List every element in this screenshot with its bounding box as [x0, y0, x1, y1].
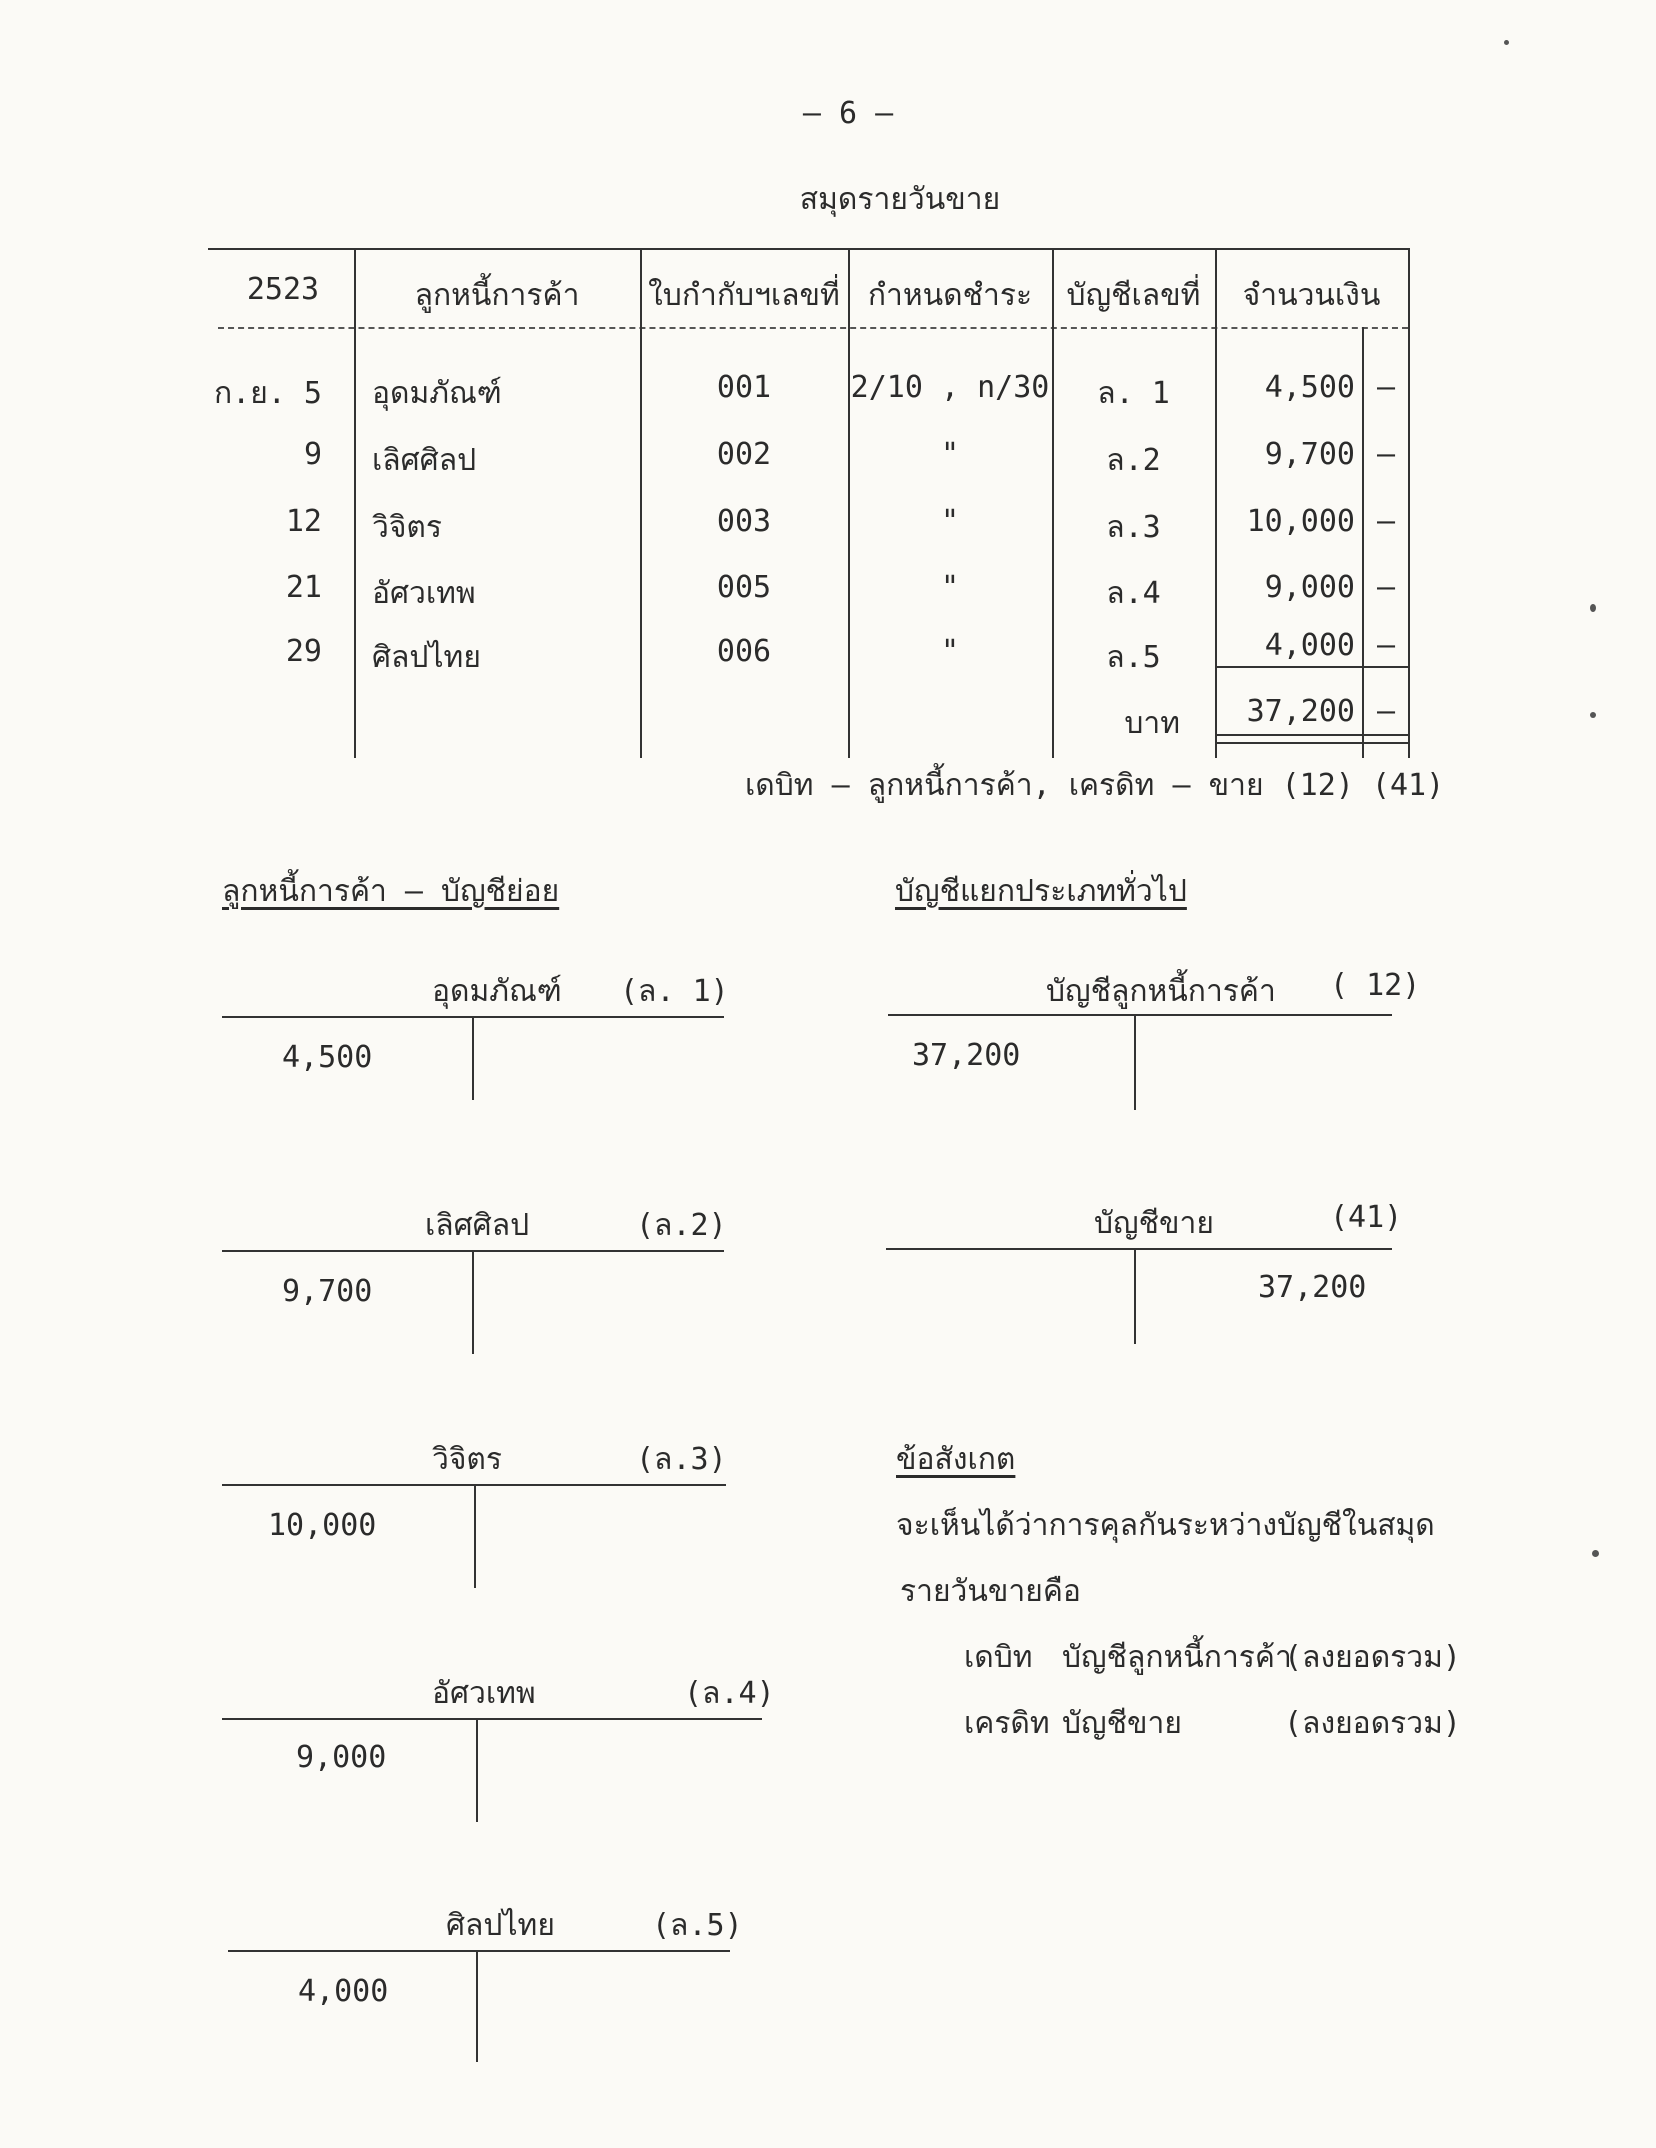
row-debtor: อัศวเทพ [372, 576, 476, 611]
notes-credit-note: (ลงยอดรวม) [1284, 1706, 1461, 1741]
notes-credit-label: เครดิท [964, 1706, 1050, 1741]
t-account-name: บัญชีขาย [1094, 1206, 1214, 1241]
scan-speck [1504, 40, 1509, 45]
general-ledger-heading: บัญชีแยกประเภททั่วไป [895, 874, 1187, 909]
t-account-ref: (ล.4) [684, 1676, 775, 1711]
row-date: 29 [285, 634, 322, 669]
row-date: 9 [303, 437, 322, 472]
table-header-rule [218, 327, 1408, 329]
table-top-rule [208, 248, 1408, 250]
page-number: – 6 – [802, 96, 894, 131]
row-dash: – [1376, 437, 1396, 472]
posting-note: เดบิท – ลูกหนี้การค้า, เครดิท – ขาย (12) (41) [745, 768, 1445, 803]
header-invoice: ใบกำกับฯเลขที่ [648, 278, 840, 313]
subledger-heading: ลูกหนี้การค้า – บัญชีย่อย [222, 874, 560, 909]
row-amount: 10,000 [1246, 504, 1355, 539]
table-col-divider [1052, 248, 1054, 758]
t-account-debit: 4,000 [298, 1974, 389, 2009]
t-account-ref: (ล.2) [636, 1208, 727, 1243]
t-account-name: อัศวเทพ [432, 1676, 536, 1711]
row-date: 12 [285, 504, 322, 539]
t-account-name: บัญชีลูกหนี้การค้า [1046, 974, 1276, 1009]
header-year: 2523 [246, 272, 320, 307]
t-account-divider [474, 1484, 476, 1588]
total-amount: 37,200 [1246, 694, 1355, 729]
row-account: ล.5 [1106, 640, 1161, 675]
t-account-divider [472, 1250, 474, 1354]
t-account-rule [228, 1950, 730, 1952]
notes-heading: ข้อสังเกต [896, 1442, 1016, 1477]
row-account: ล.4 [1106, 576, 1161, 611]
row-terms: " [940, 437, 960, 472]
t-account-ref: (ล. 1) [620, 974, 729, 1009]
notes-line-1: จะเห็นได้ว่าการคุลกันระหว่างบัญชีในสมุด [896, 1508, 1435, 1543]
row-terms: 2/10 , n/30 [850, 370, 1050, 405]
row-invoice: 006 [716, 634, 772, 669]
row-account: ล.3 [1106, 510, 1161, 545]
row-debtor: ศิลปไทย [372, 640, 481, 675]
table-col-divider [640, 248, 642, 758]
t-account-debit: 9,000 [296, 1740, 387, 1775]
header-amount: จำนวนเงิน [1242, 278, 1381, 313]
table-col-divider [848, 248, 850, 758]
notes-line-2: รายวันขายคือ [900, 1574, 1081, 1609]
t-account-divider [1134, 1014, 1136, 1110]
t-account-debit: 4,500 [282, 1040, 373, 1075]
row-date: ก.ย. 5 [214, 376, 322, 411]
row-invoice: 005 [716, 570, 772, 605]
t-account-rule [886, 1248, 1392, 1250]
row-dash: – [1376, 370, 1396, 405]
row-invoice: 001 [716, 370, 772, 405]
t-account-divider [1134, 1248, 1136, 1344]
t-account-ref: (41) [1330, 1200, 1403, 1235]
notes-credit-account: บัญชีขาย [1062, 1706, 1182, 1741]
t-account-name: เลิศศิลป [425, 1208, 530, 1243]
row-invoice: 003 [716, 504, 772, 539]
row-terms: " [940, 634, 960, 669]
table-col-divider [1408, 248, 1410, 758]
row-date: 21 [285, 570, 322, 605]
t-account-debit: 37,200 [912, 1038, 1021, 1073]
total-rule [1215, 666, 1408, 668]
header-debtor: ลูกหนี้การค้า [414, 278, 580, 313]
t-account-ref: (ล.3) [636, 1442, 727, 1477]
t-account-name: วิจิตร [432, 1442, 503, 1477]
row-debtor: วิจิตร [372, 510, 443, 545]
row-account: ล. 1 [1097, 376, 1170, 411]
row-terms: " [940, 504, 960, 539]
t-account-divider [472, 1016, 474, 1100]
t-account-credit: 37,200 [1258, 1270, 1367, 1305]
scan-speck [1590, 604, 1596, 612]
scan-speck [1590, 712, 1596, 718]
total-dash: – [1376, 694, 1396, 729]
t-account-debit: 9,700 [282, 1274, 373, 1309]
row-invoice: 002 [716, 437, 772, 472]
row-amount: 9,000 [1264, 570, 1355, 605]
t-account-name: ศิลปไทย [446, 1908, 555, 1943]
t-account-rule [888, 1014, 1392, 1016]
table-col-divider [354, 248, 356, 758]
table-col-divider [1215, 248, 1217, 758]
header-account: บัญชีเลขที่ [1066, 278, 1201, 313]
journal-title: สมุดรายวันขาย [799, 182, 1001, 217]
t-account-ref: ( 12) [1330, 968, 1421, 1003]
header-terms: กำหนดชำระ [867, 278, 1033, 313]
notes-debit-account: บัญชีลูกหนี้การค้า [1062, 1640, 1292, 1675]
double-rule [1215, 734, 1408, 736]
notes-debit-label: เดบิท [964, 1640, 1033, 1675]
row-amount: 4,500 [1264, 370, 1355, 405]
row-dash: – [1376, 628, 1396, 663]
t-account-divider [476, 1718, 478, 1822]
total-label: บาท [1124, 706, 1180, 741]
row-amount: 9,700 [1264, 437, 1355, 472]
row-debtor: อุดมภัณฑ์ [372, 376, 502, 411]
scan-speck [1592, 1550, 1599, 1557]
t-account-rule [222, 1718, 762, 1720]
notes-debit-note: (ลงยอดรวม) [1284, 1640, 1461, 1675]
row-dash: – [1376, 570, 1396, 605]
t-account-divider [476, 1950, 478, 2062]
t-account-ref: (ล.5) [652, 1908, 743, 1943]
row-account: ล.2 [1106, 443, 1161, 478]
double-rule [1215, 742, 1408, 744]
row-terms: " [940, 570, 960, 605]
row-amount: 4,000 [1264, 628, 1355, 663]
t-account-debit: 10,000 [268, 1508, 377, 1543]
t-account-name: อุดมภัณฑ์ [432, 974, 562, 1009]
row-dash: – [1376, 504, 1396, 539]
row-debtor: เลิศศิลป [372, 443, 477, 478]
